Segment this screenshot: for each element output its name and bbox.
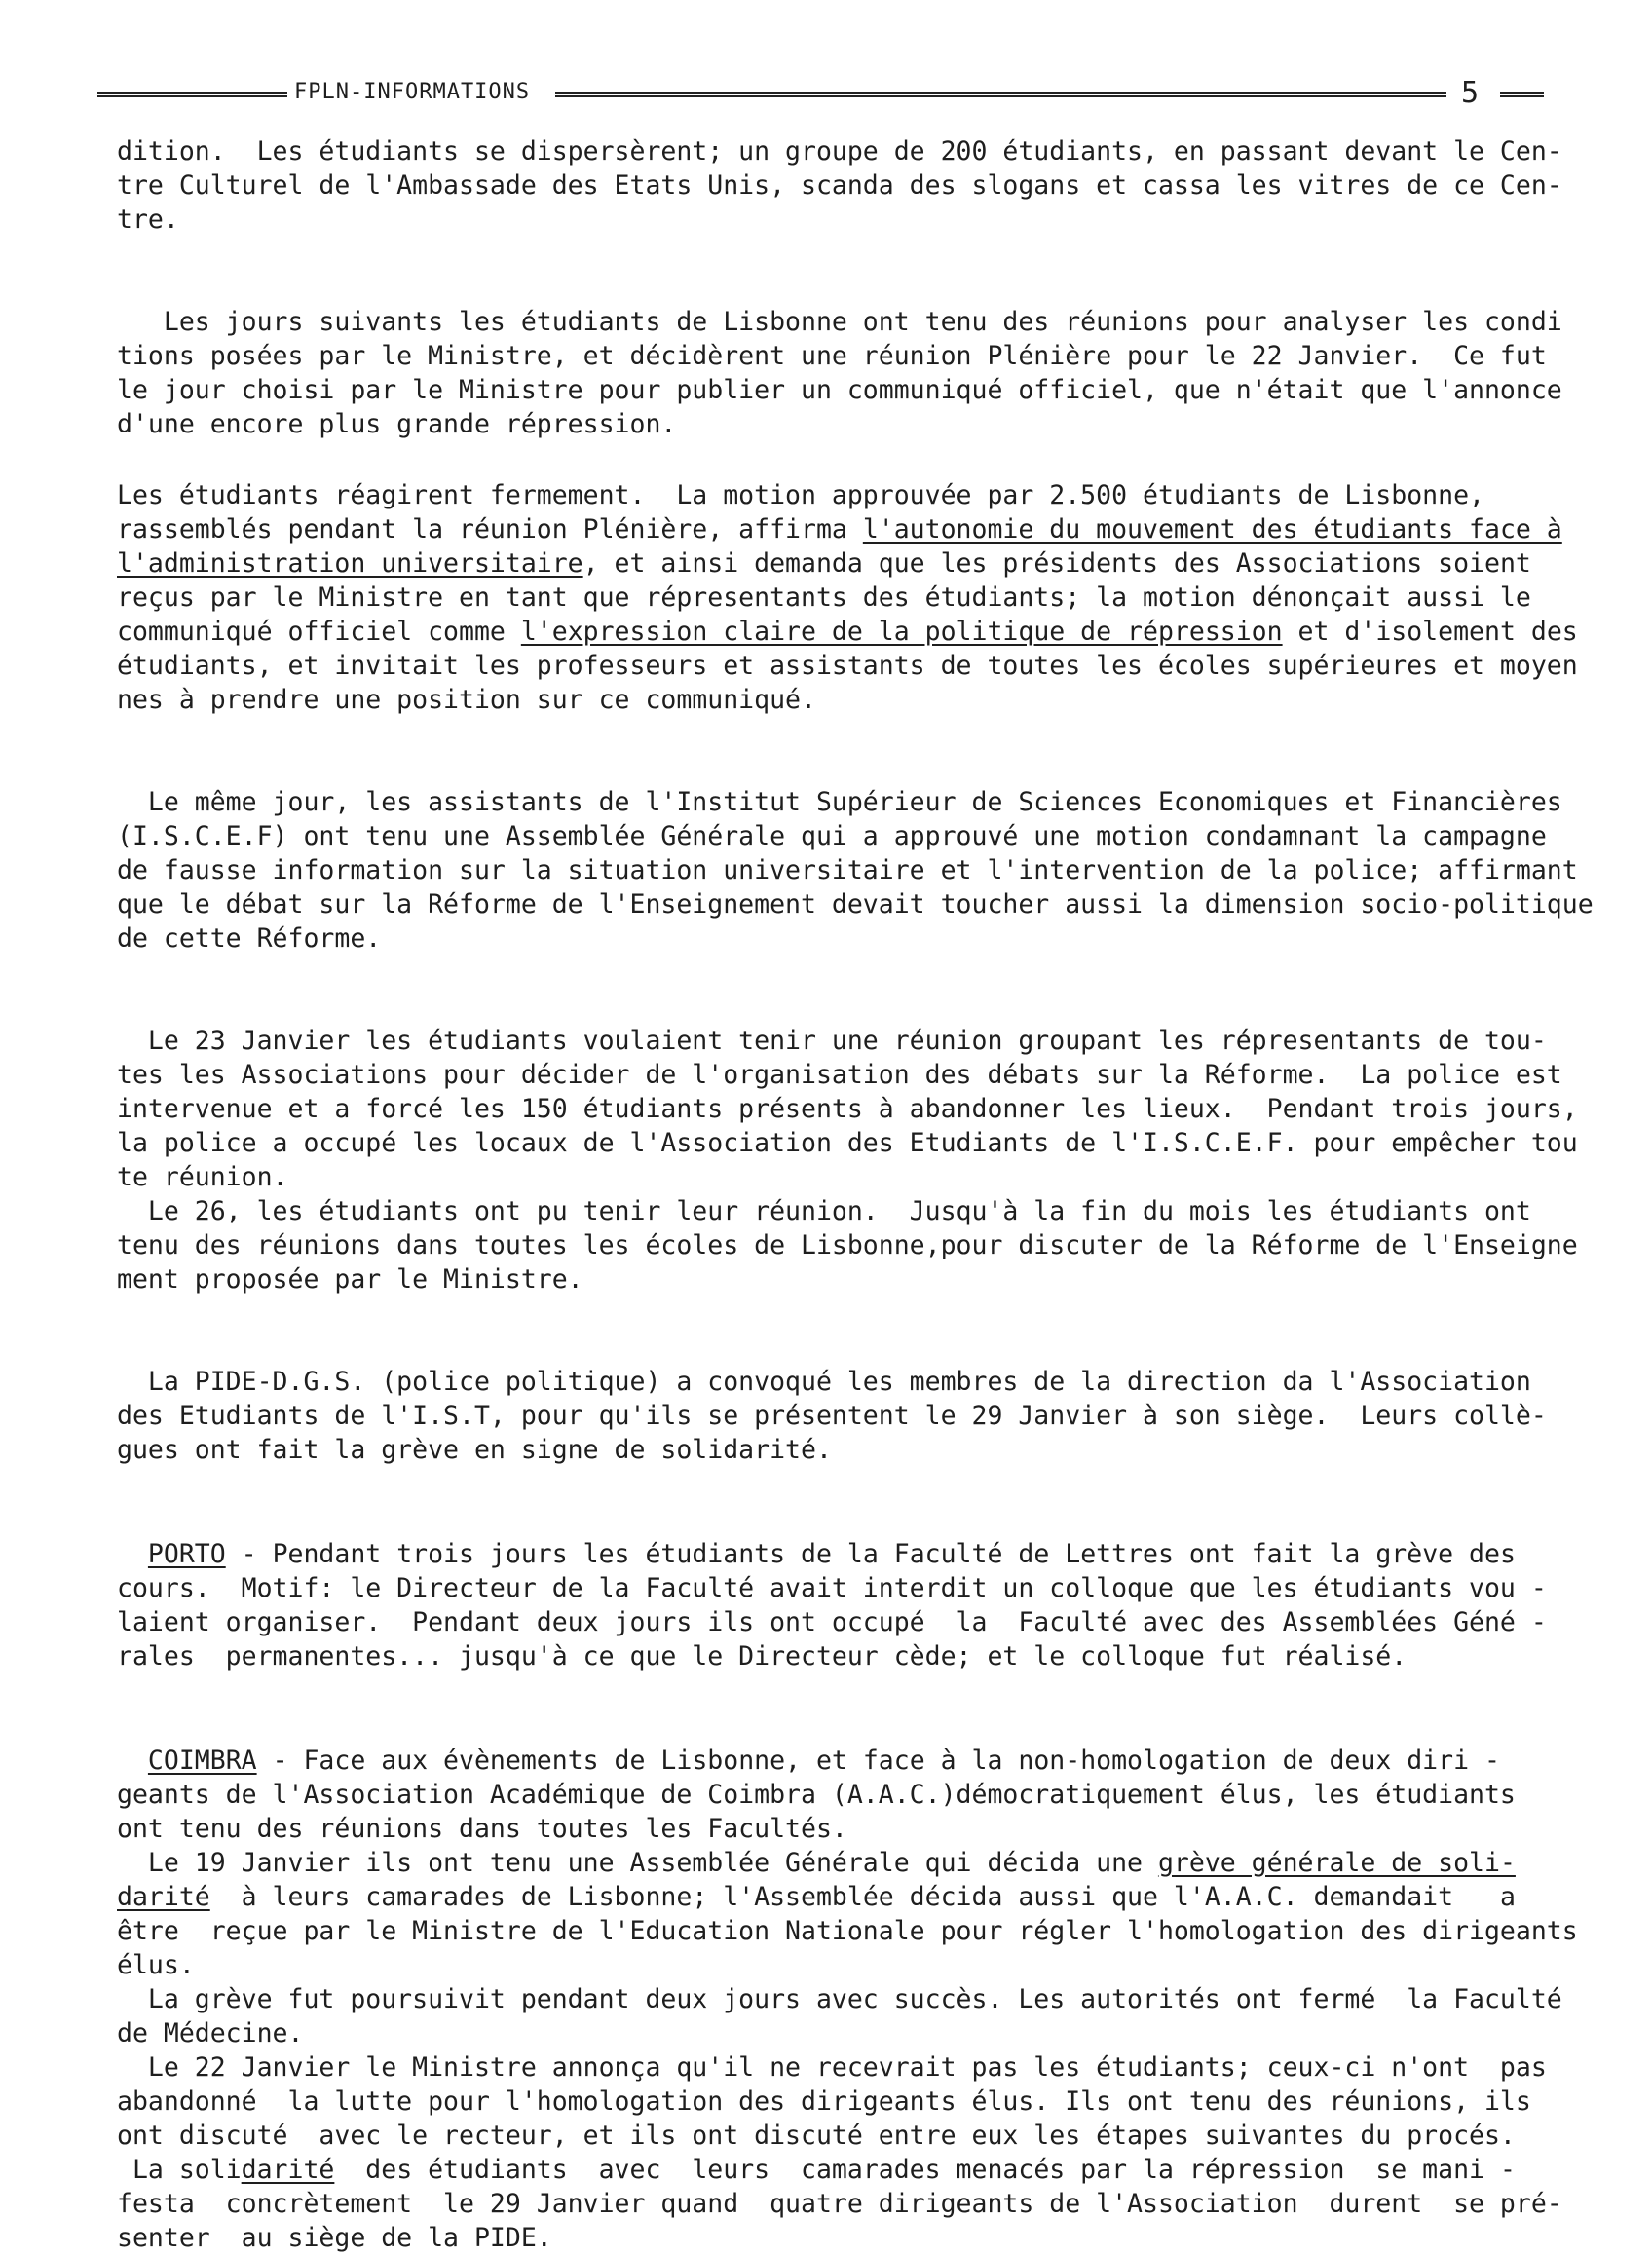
text-line: des Etudiants de l'I.S.T, pour qu'ils se présentent le 29 Janvier à son siège. Leurs collè- [117,1401,1547,1431]
text-line: tre Culturel de l'Ambassade des Etats Unis, scanda des slogans et cassa les vitres de ce Cen- [117,170,1562,201]
text-line: la police a occupé les locaux de l'Association des Etudiants de l'I.S.C.E.F. pour empêcher tou [117,1128,1578,1158]
text-line: La solidarité des étudiants avec leurs camarades menacés par la répression se mani - [117,2155,1516,2185]
text-line: de Médecine. [117,2018,304,2048]
text-line: Les jours suivants les étudiants de Lisbonne ont tenu des réunions pour analyser les condi [117,307,1562,337]
paragraph [117,1024,1578,1297]
text-line: te réunion. [117,1162,288,1192]
paragraph-gap [117,956,1558,1024]
text-line: ont tenu des réunions dans toutes les Facultés. [117,1814,847,1844]
text-line: festa concrètement le 29 Janvier quand quatre dirigeants de l'Association durent se pré- [117,2189,1562,2219]
paragraph [117,305,1562,441]
text-line: ment proposée par le Ministre. [117,1264,583,1295]
text-line: ont discuté avec le recteur, et ils ont discuté entre eux les étapes suivantes du procés. [117,2121,1516,2151]
text-line: Le 23 Janvier les étudiants voulaient tenir une réunion groupant les répresentants de tou- [117,1026,1547,1056]
header-rule-left [97,92,287,97]
text-line: laient organiser. Pendant deux jours ils ont occupé la Faculté avec des Assemblées Géné - [117,1607,1547,1637]
text-line: La grève fut poursuivit pendant deux jours avec succès. Les autorités ont fermé la Faculté [117,1984,1562,2014]
text-line: darité à leurs camarades de Lisbonne; l'Assemblée décida aussi que l'A.A.C. demandait a [117,1882,1516,1912]
paragraph-gap [117,237,1558,305]
text-line: élus. [117,1950,195,1980]
text-line: communiqué officiel comme l'expression claire de la politique de répression et d'isolement des [117,617,1578,647]
paragraph [117,134,1562,237]
text-line: nes à prendre une position sur ce communiqué. [117,685,816,715]
page-number: 5 [1461,76,1480,110]
text-line: tenu des réunions dans toutes les écoles de Lisbonne,pour discuter de la Réforme de l'Enseigne [117,1230,1578,1260]
text-line: que le débat sur la Réforme de l'Enseignement devait toucher aussi la dimension socio-politique [117,889,1594,920]
paragraph [117,1537,1558,1673]
text-line: intervenue et a forcé les 150 étudiants présents à abandonner les lieux. Pendant trois jours, [117,1094,1578,1124]
text-line: Le 26, les étudiants ont pu tenir leur réunion. Jusqu'à la fin du mois les étudiants ont [117,1196,1531,1226]
document-body [117,134,1594,2255]
text-line: Les étudiants réagirent fermement. La motion approuvée par 2.500 étudiants de Lisbonne, [117,480,1484,510]
text-line: d'une encore plus grande répression. [117,409,677,439]
text-line: Le même jour, les assistants de l'Institut Supérieur de Sciences Economiques et Financières [117,787,1562,817]
header-rule-end [1500,92,1544,97]
paragraph [117,1365,1558,1467]
text-line: reçus par le Ministre en tant que répresentants des étudiants; la motion dénonçait aussi le [117,583,1531,613]
text-line: PORTO - Pendant trois jours les étudiants de la Faculté de Lettres ont fait la grève des [147,1539,1516,1569]
paragraph [117,785,1594,956]
text-line: geants de l'Association Académique de Coimbra (A.A.C.)démocratiquement élus, les étudiants [117,1780,1516,1810]
text-line: tions posées par le Ministre, et décidèrent une réunion Plénière pour le 22 Janvier. Ce fut [117,341,1547,371]
header-rule-right [555,92,1446,97]
header-title: FPLN-INFORMATIONS [294,80,531,104]
text-line: être reçue par le Ministre de l'Education Nationale pour régler l'homologation des dirigeants [117,1916,1578,1946]
text-line: cours. Motif: le Directeur de la Faculté avait interdit un colloque que les étudiants vou - [117,1573,1547,1603]
text-line: La PIDE-D.G.S. (police politique) a convoqué les membres de la direction da l'Association [117,1367,1531,1397]
text-line: (I.S.C.E.F) ont tenu une Assemblée Générale qui a approuvé une motion condamnant la campagne [117,821,1547,851]
text-line: abandonné la lutte pour l'homologation des dirigeants élus. Ils ont tenu des réunions, ils [117,2086,1531,2117]
text-line: rassemblés pendant la réunion Plénière, affirma l'autonomie du mouvement des étudiants face à [117,514,1562,545]
text-line: senter au siège de la PIDE. [117,2223,552,2253]
paragraph-gap [117,441,1558,478]
text-line: tre. [117,205,179,235]
paragraph-gap [117,1673,1558,1744]
text-line: rales permanentes... jusqu'à ce que le Directeur cède; et le colloque fut réalisé. [117,1641,1408,1672]
text-line: l'administration universitaire, et ainsi demanda que les présidents des Associations soient [117,548,1531,579]
text-line: le jour choisi par le Ministre pour publier un communiqué officiel, que n'était que l'annonce [117,375,1562,405]
text-line: dition. Les étudiants se dispersèrent; un groupe de 200 étudiants, en passant devant le Cen- [117,136,1562,167]
text-line: Le 19 Janvier ils ont tenu une Assemblée Générale qui décida une grève générale de soli- [117,1848,1516,1878]
page-header [97,76,1549,110]
paragraph-gap [117,1297,1558,1365]
text-line: COIMBRA - Face aux évènements de Lisbonne, et face à la non-homologation de deux diri - [147,1746,1500,1776]
text-line: gues ont fait la grève en signe de solidarité. [117,1435,832,1465]
paragraph [117,478,1578,717]
paragraph [117,1744,1578,2255]
paragraph-gap [117,717,1558,785]
text-line: de cette Réforme. [117,923,382,954]
paragraph-gap [117,1467,1558,1537]
text-line: étudiants, et invitait les professeurs et assistants de toutes les écoles supérieures et moyen [117,651,1578,681]
text-line: Le 22 Janvier le Ministre annonça qu'il ne recevrait pas les étudiants; ceux-ci n'ont pas [117,2052,1547,2083]
text-line: tes les Associations pour décider de l'organisation des débats sur la Réforme. La police est [117,1060,1562,1090]
text-line: de fausse information sur la situation universitaire et l'intervention de la police; affirmant [117,855,1578,885]
